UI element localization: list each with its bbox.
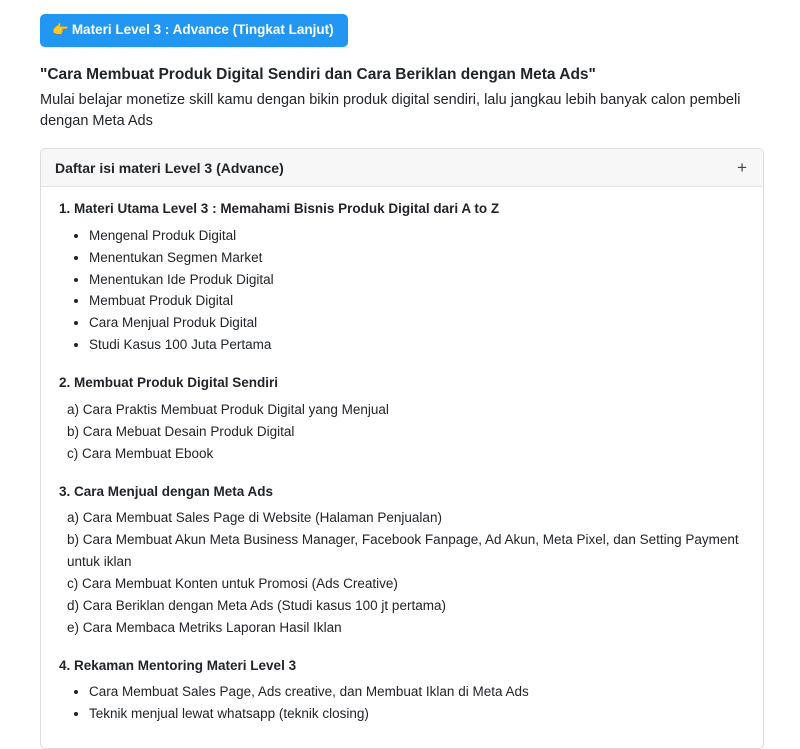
accordion-body [41,187,763,748]
section-2 [57,374,747,464]
list-item: b) Cara Mebuat Desain Produk Digital [67,423,295,439]
list-item: a) Cara Membuat Sales Page di Website (Halaman Penjualan) [67,510,442,526]
list-item: e) Cara Membaca Metriks Laporan Hasil Iklan [67,619,342,635]
section-list [57,681,747,725]
list-item: • Cara Menjual Produk Digital [89,312,747,334]
section-3 [57,483,747,639]
section-heading: 3. Cara Menjual dengan Meta Ads [59,483,274,499]
page-subtitle: Mulai belajar monetize skill kamu dengan bikin produk digital sendiri, lalu jangkau lebih banyak calon pembeli dengan Meta Ads [40,91,741,129]
list-item: c) Cara Membuat Ebook [67,445,214,461]
page-title: "Cara Membuat Produk Digital Sendiri dan Cara Beriklan dengan Meta Ads" [40,65,596,83]
list-item: • Cara Membuat Sales Page, Ads creative, dan Membuat Iklan di Meta Ads [89,681,747,703]
section-list [57,507,747,638]
level-badge-button[interactable] [40,14,348,47]
accordion-title: Daftar isi materi Level 3 (Advance) [55,159,284,176]
pointing-hand-icon: 👉 [52,22,69,37]
list-item: b) Cara Membuat Akun Meta Business Manager, Facebook Fanpage, Ad Akun, Meta Pixel, dan Setting Payment untuk iklan [67,532,739,570]
list-item: • Menentukan Segmen Market [89,247,747,269]
section-heading: 1. Materi Utama Level 3 : Memahami Bisnis Produk Digital dari A to Z [59,201,500,217]
list-item: • Membuat Produk Digital [89,290,747,312]
list-item: d) Cara Beriklan dengan Meta Ads (Studi kasus 100 jt pertama) [67,597,446,613]
section-heading: 4. Rekaman Mentoring Materi Level 3 [59,657,297,673]
list-item: • Teknik menjual lewat whatsapp (teknik closing) [89,703,747,725]
plus-icon[interactable]: + [737,158,747,178]
level-badge-label: Materi Level 3 : Advance (Tingkat Lanjut) [71,22,334,37]
accordion-panel [40,148,764,749]
section-4 [57,657,747,726]
section-heading: 2. Membuat Produk Digital Sendiri [59,375,279,391]
list-item: a) Cara Praktis Membuat Produk Digital yang Menjual [67,401,389,417]
list-item: c) Cara Membuat Konten untuk Promosi (Ads Creative) [67,576,398,591]
list-item: • Menentukan Ide Produk Digital [89,269,747,291]
section-list [57,225,747,356]
accordion-header[interactable] [41,149,763,187]
list-item: • Mengenal Produk Digital [89,225,747,247]
list-item: • Studi Kasus 100 Juta Pertama [89,334,747,356]
section-list [57,399,747,465]
section-1 [57,200,747,356]
